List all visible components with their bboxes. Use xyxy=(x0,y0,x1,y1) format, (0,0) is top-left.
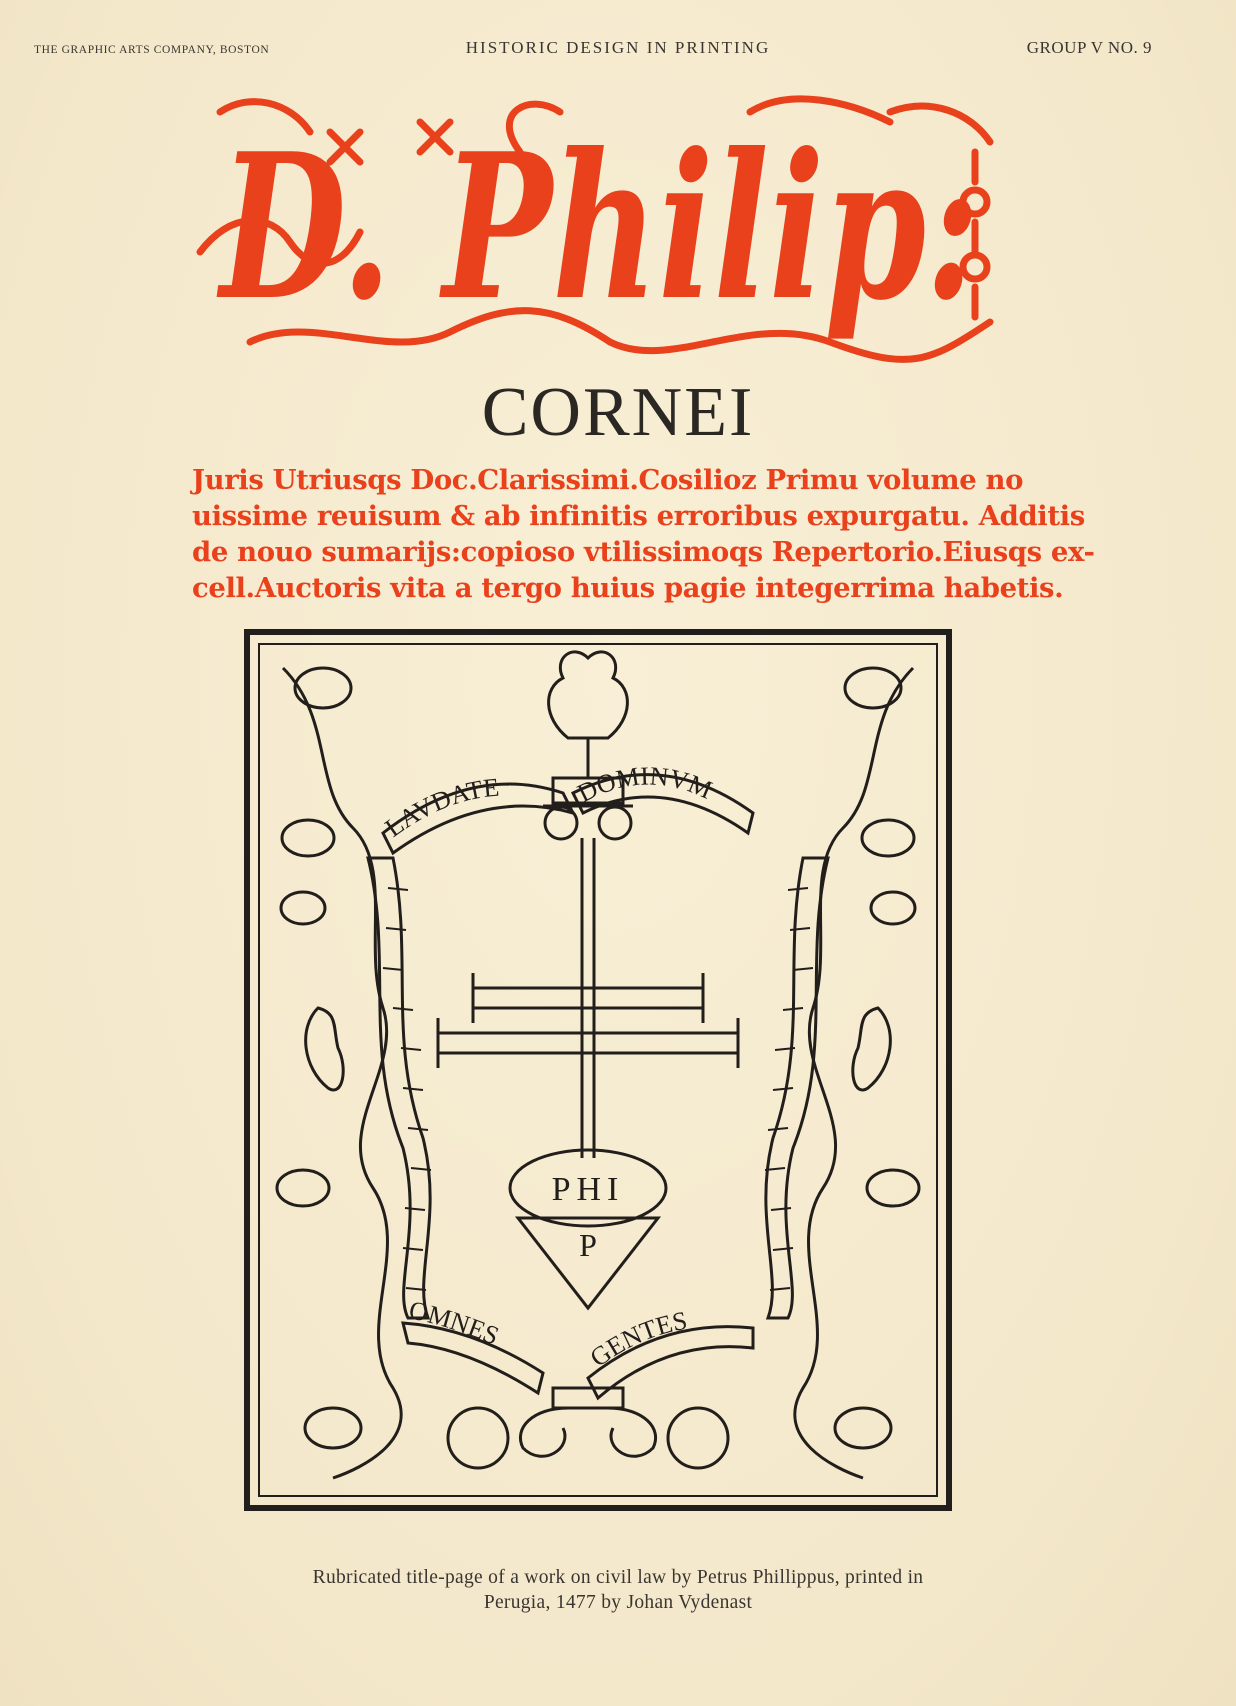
display-title-text: D. Philip: xyxy=(216,110,980,345)
plate-caption xyxy=(0,1565,1236,1615)
plate-number-header: GROUP V NO. 9 xyxy=(1026,38,1152,57)
rubricated-display-title xyxy=(190,92,1010,382)
cornei-subtitle: CORNEI xyxy=(481,374,755,451)
blackletter-line-2: uissime reuisum & ab infinitis erroribus expurgatu. Additis xyxy=(192,500,1085,532)
blackletter-text-block xyxy=(192,462,1095,606)
monogram-phi: PHI xyxy=(551,1171,625,1208)
woodcut-printers-device xyxy=(243,628,953,1512)
blackletter-line-3: de nouo sumarijs:copioso vtilissimoqs Repertorio.Eiusqs ex- xyxy=(192,536,1095,568)
banner-text-omnes: OMNES xyxy=(406,1295,504,1351)
banner-text-laudate: LAVDATE xyxy=(379,772,501,843)
caption-line-1: Rubricated title-page of a work on civil law by Petrus Phillippus, printed in xyxy=(312,1567,924,1588)
publisher-header: THE GRAPHIC ARTS COMPANY, BOSTON xyxy=(34,44,270,56)
blackletter-line-4: cell.Auctoris vita a tergo huius pagie integerrima habetis. xyxy=(192,572,1064,604)
caption-line-2: Perugia, 1477 by Johan Vydenast xyxy=(483,1592,753,1613)
banner-text-dominum: DOMINVM xyxy=(572,761,717,809)
monogram-p: P xyxy=(579,1227,597,1263)
blackletter-line-1: Juris Utriusqs Doc.Clarissimi.Cosilioz Primu volume no xyxy=(192,464,1024,496)
banner-text-gentes: GENTES xyxy=(584,1305,690,1373)
banner-inscriptions xyxy=(380,761,717,1372)
series-header: HISTORIC DESIGN IN PRINTING xyxy=(465,38,771,57)
woodcut-outer-frame xyxy=(247,632,949,1508)
